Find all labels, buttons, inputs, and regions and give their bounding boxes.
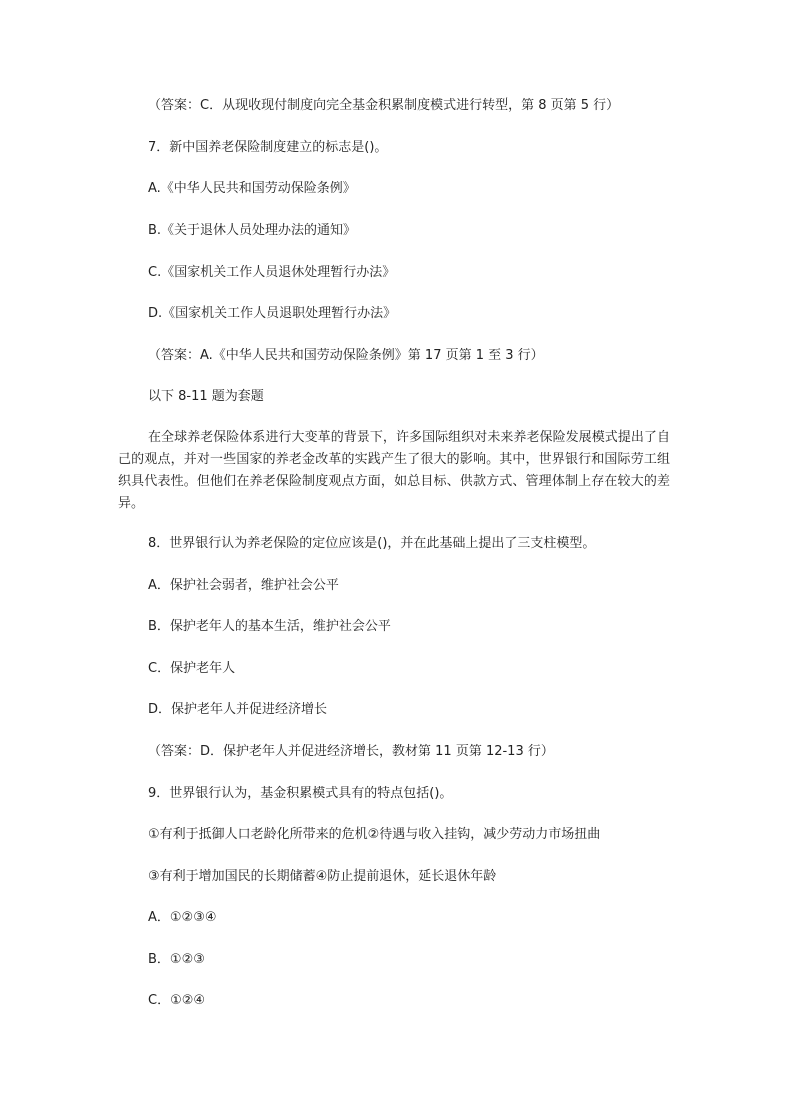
- option-9b: B．①②③: [148, 952, 205, 967]
- option-8b: B．保护老年人的基本生活，维护社会公平: [148, 619, 391, 634]
- option-7b: B.《关于退休人员处理办法的通知》: [148, 223, 357, 238]
- option-9a: A．①②③④: [148, 910, 217, 925]
- set-intro: 以下 8-11 题为套题: [148, 389, 264, 404]
- question-8: 8．世界银行认为养老保险的定位应该是()，并在此基础上提出了三支柱模型。: [148, 536, 596, 551]
- question-9: 9．世界银行认为，基金积累模式具有的特点包括()。: [148, 786, 453, 801]
- option-7a: A.《中华人民共和国劳动保险条例》: [148, 181, 356, 196]
- option-8c: C．保护老年人: [148, 661, 236, 676]
- option-9c: C．①②④: [148, 993, 206, 1008]
- answer-q8: （答案：D．保护老年人并促进经济增长，教材第 11 页第 12-13 行）: [148, 744, 554, 759]
- case-paragraph: 在全球养老保险体系进行大变革的背景下，许多国际组织对未来养老保险发展模式提出了自己的观点，并对一些国家的养老金改革的实践产生了很大的影响。其中，世界银行和国际劳工组织具代表性。但他们在养老保险制度观点方面，如总目标、供款方式、管理体制上存在较大的差异。: [118, 430, 670, 511]
- option-8d: D．保护老年人并促进经济增长: [148, 702, 328, 717]
- option-8a: A．保护社会弱者，维护社会公平: [148, 578, 339, 593]
- answer-q7: （答案：A.《中华人民共和国劳动保险条例》第 17 页第 1 至 3 行）: [148, 348, 544, 363]
- statement-9-2: ③有利于增加国民的长期储蓄④防止提前退休，延长退休年龄: [148, 869, 497, 884]
- option-7c: C.《国家机关工作人员退休处理暂行办法》: [148, 265, 396, 280]
- statement-9-1: ①有利于抵御人口老龄化所带来的危机②待遇与收入挂钩，减少劳动力市场扭曲: [148, 827, 601, 842]
- question-7: 7．新中国养老保险制度建立的标志是()。: [148, 140, 388, 155]
- option-7d: D.《国家机关工作人员退职处理暂行办法》: [148, 306, 397, 321]
- answer-q6: （答案：C．从现收现付制度向完全基金积累制度模式进行转型，第 8 页第 5 行）: [148, 98, 620, 113]
